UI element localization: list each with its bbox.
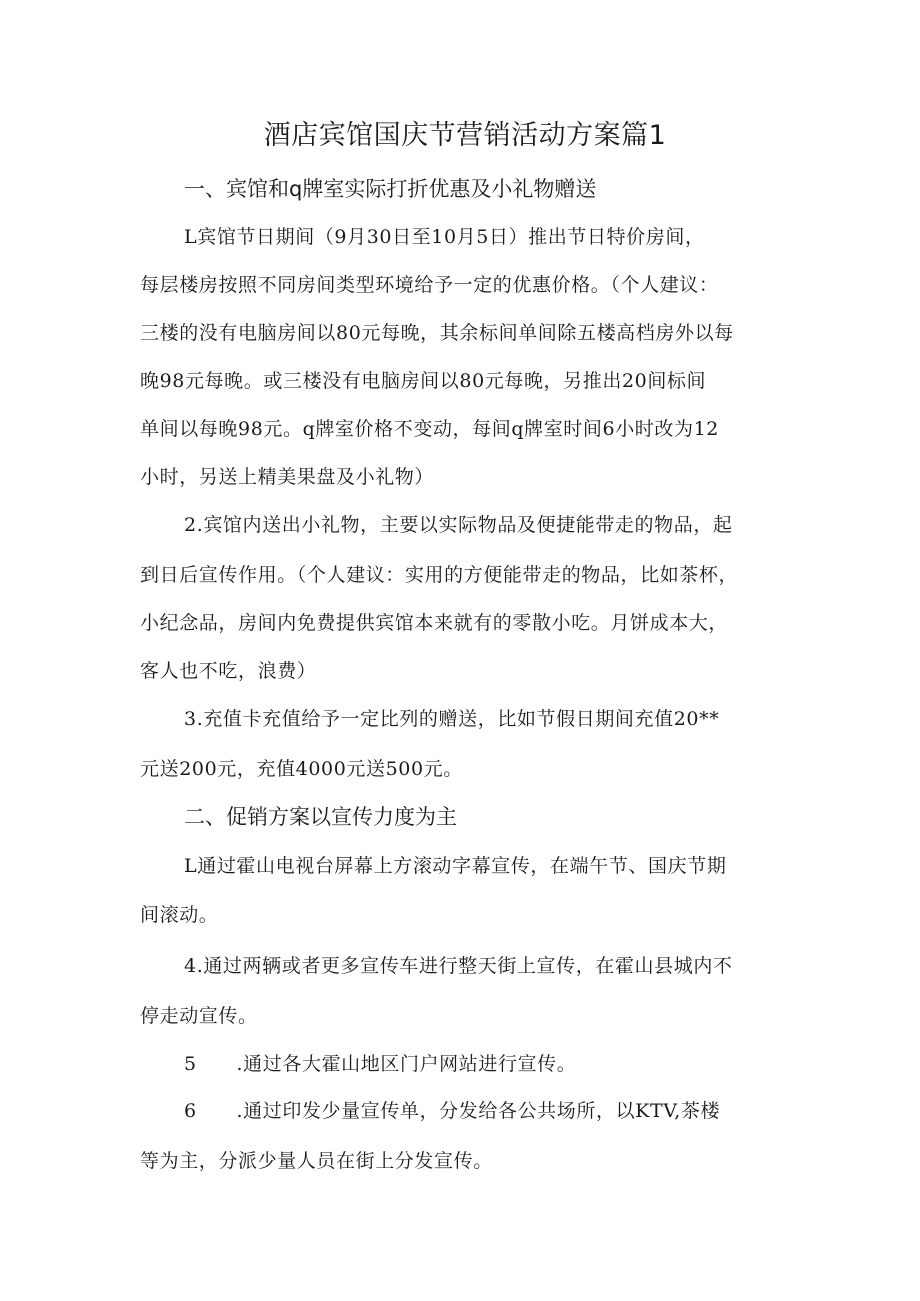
paragraph-line: 4.通过两辆或者更多宣传车进行整天街上宣传，在霍山县城内不	[184, 955, 733, 977]
paragraph-line: 元送200元，充值4000元送500元。	[140, 758, 463, 780]
paragraph-line: 停走动宣传。	[140, 1005, 258, 1027]
paragraph-line: 晚98元每晚。或三楼没有电脑房间以80元每晚，另推出20间标间	[140, 370, 707, 392]
paragraph-line: L宾馆节日期间（9月30日至10月5日）推出节日特价房间，	[184, 226, 705, 248]
paragraph-line: 每层楼房按照不同房间类型环境给予一定的优惠价格。（个人建议：	[140, 274, 719, 296]
paragraph-line: 小纪念品，房间内免费提供宾馆本来就有的零散小吃。月饼成本大，	[140, 612, 729, 634]
paragraph-line: 单间以每晚98元。q牌室价格不变动，每间q牌室时间6小时改为12	[140, 418, 719, 440]
paragraph-line: 3.充值卡充值给予一定比列的赠送，比如节假日期间充值20**	[184, 708, 720, 730]
paragraph-line: L通过霍山电视台屏幕上方滚动字幕宣传，在端午节、国庆节期	[184, 855, 727, 877]
section-heading-1: 一、宾馆和q牌室实际打折优惠及小礼物赠送	[184, 177, 597, 201]
paragraph-line: 小时，另送上精美果盘及小礼物）	[140, 466, 435, 488]
document-title: 酒店宾馆国庆节营销活动方案篇1	[263, 120, 667, 151]
section-heading-2: 二、促销方案以宣传力度为主	[184, 805, 457, 829]
paragraph-line: 三楼的没有电脑房间以80元每晚，其余标间单间除五楼高档房外以每	[140, 322, 734, 344]
paragraph-line: 等为主，分派少量人员在街上分发宣传。	[140, 1150, 493, 1172]
paragraph-line: 间滚动。	[140, 904, 219, 926]
paragraph-line: 客人也不吃，浪费）	[140, 660, 317, 682]
paragraph-line: 5 .通过各大霍山地区门户网站进行宣传。	[184, 1053, 577, 1075]
paragraph-line: 6 .通过印发少量宣传单，分发给各公共场所，以KTV,茶楼	[184, 1100, 721, 1122]
paragraph-line: 2.宾馆内送出小礼物，主要以实际物品及便捷能带走的物品，起	[184, 514, 733, 536]
paragraph-line: 到日后宣传作用。（个人建议：实用的方便能带走的物品，比如茶杯，	[140, 564, 739, 586]
